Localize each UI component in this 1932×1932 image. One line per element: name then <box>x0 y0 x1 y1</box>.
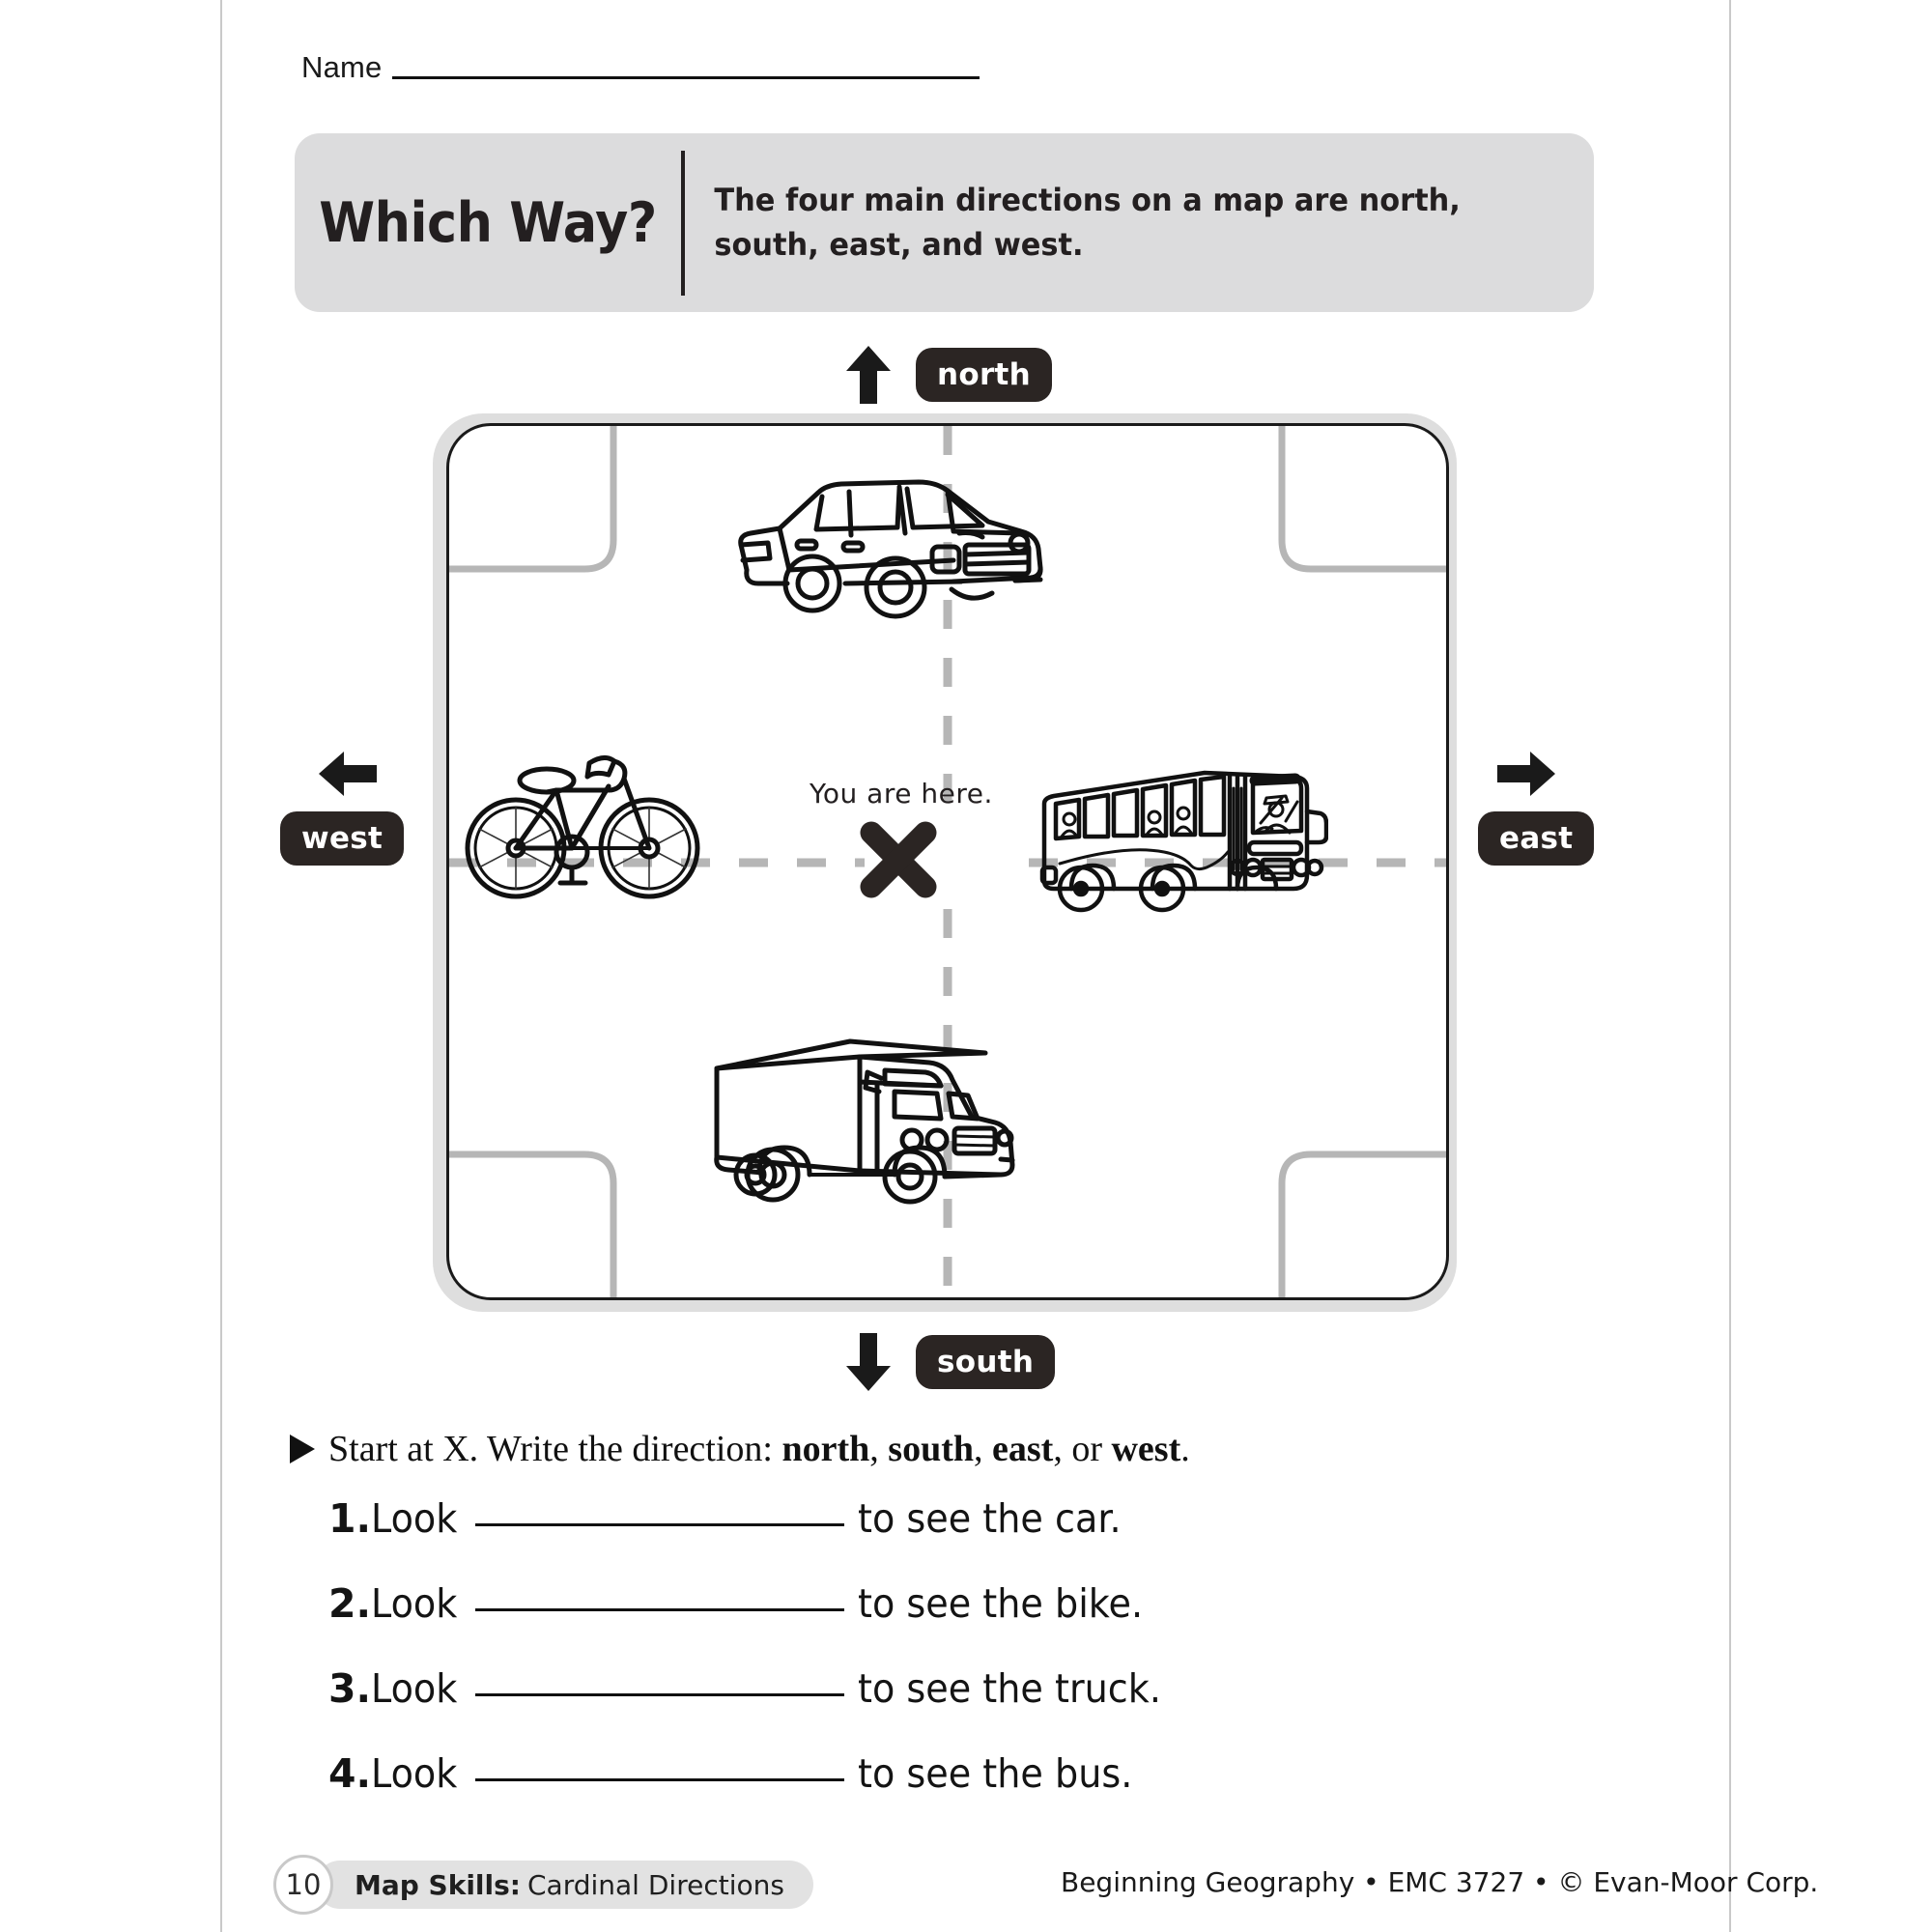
page-number: 10 <box>273 1855 333 1915</box>
label-south: south <box>916 1335 1055 1389</box>
question-prefix: Look <box>371 1665 458 1712</box>
truck-illustration <box>705 1024 1043 1212</box>
instruction-option-east: east <box>992 1429 1054 1469</box>
question-number: 3. <box>328 1665 372 1712</box>
footer-section-label: Map Skills: <box>355 1868 521 1901</box>
footer-left <box>273 1855 813 1915</box>
footer-section <box>316 1861 813 1909</box>
answer-blank[interactable] <box>475 1778 844 1781</box>
instruction-end: . <box>1180 1429 1190 1469</box>
arrow-left-icon <box>319 752 377 796</box>
name-input-line[interactable] <box>392 76 980 79</box>
banner-description: The four main directions on a map are north, south, east, and west. <box>714 182 1461 263</box>
question-row <box>328 1750 1468 1835</box>
instruction-lead: Start at X. Write the direction: <box>328 1429 773 1469</box>
page-title: Which Way? <box>319 190 657 255</box>
instruction-sep-1: , <box>869 1429 889 1469</box>
answer-blank[interactable] <box>475 1693 844 1696</box>
car-illustration <box>729 475 1048 625</box>
question-row <box>328 1665 1468 1750</box>
question-suffix: to see the car. <box>858 1495 1122 1542</box>
bike-illustration <box>464 746 701 905</box>
page-left-rule <box>220 0 222 1932</box>
label-north: north <box>916 348 1052 402</box>
lesson-banner <box>295 133 1594 312</box>
instruction-sep-2: , <box>974 1429 992 1469</box>
question-prefix: Look <box>371 1495 458 1542</box>
page-right-rule <box>1729 0 1731 1932</box>
question-row <box>328 1495 1468 1580</box>
answer-blank[interactable] <box>475 1523 844 1526</box>
label-east: east <box>1478 811 1594 866</box>
instruction-line <box>290 1428 1190 1470</box>
question-number: 4. <box>328 1750 372 1797</box>
question-number: 2. <box>328 1580 372 1627</box>
label-west: west <box>280 811 404 866</box>
question-prefix: Look <box>371 1750 458 1797</box>
question-prefix: Look <box>371 1580 458 1627</box>
answer-blank[interactable] <box>475 1608 844 1611</box>
instruction-option-south: south <box>888 1429 974 1469</box>
name-field-row <box>301 50 980 85</box>
instruction-sep-3: , or <box>1053 1429 1112 1469</box>
question-suffix: to see the bike. <box>858 1580 1144 1627</box>
footer-credit: Beginning Geography • EMC 3727 • © Evan-Moor Corp. <box>1061 1866 1819 1898</box>
arrow-right-icon <box>1497 752 1555 796</box>
question-list <box>328 1495 1468 1835</box>
triangle-bullet-icon <box>290 1435 315 1463</box>
name-label: Name <box>301 50 383 84</box>
question-suffix: to see the truck. <box>858 1665 1162 1712</box>
you-are-here-label: You are here. <box>810 778 993 810</box>
question-suffix: to see the bus. <box>858 1750 1133 1797</box>
instruction-option-north: north <box>781 1429 870 1469</box>
footer-section-topic: Cardinal Directions <box>527 1868 784 1901</box>
question-row <box>328 1580 1468 1665</box>
x-marker-icon <box>858 819 939 905</box>
instruction-option-west: west <box>1111 1429 1181 1469</box>
question-number: 1. <box>328 1495 372 1542</box>
instruction-text <box>328 1428 1190 1470</box>
arrow-up-icon <box>846 346 891 404</box>
arrow-down-icon <box>846 1333 891 1391</box>
bus-illustration <box>1038 753 1328 921</box>
